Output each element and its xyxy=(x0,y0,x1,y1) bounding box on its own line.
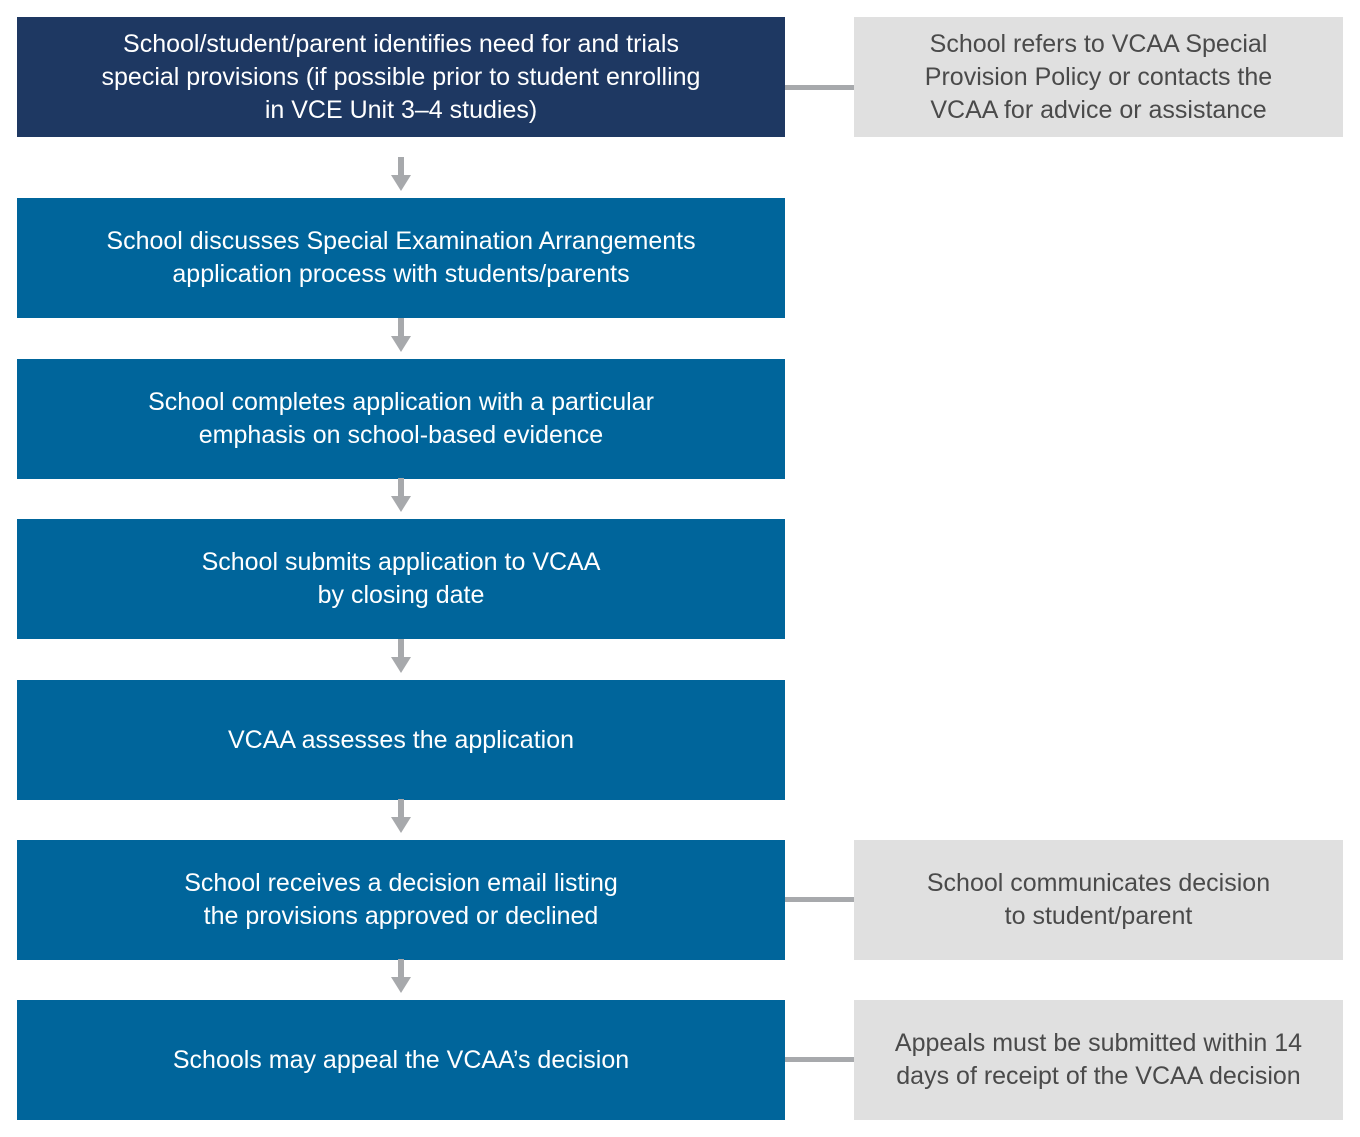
step-complete-application: School completes application with a particular emphasis on school-based evidence xyxy=(17,359,785,479)
note-appeal-deadline: Appeals must be submitted within 14 days of receipt of the VCAA decision xyxy=(854,1000,1343,1120)
step-appeal: Schools may appeal the VCAA’s decision xyxy=(17,1000,785,1120)
connector-line xyxy=(785,897,854,902)
step-vcaa-assesses: VCAA assesses the application xyxy=(17,680,785,800)
connector-line xyxy=(785,1057,854,1062)
step-decision-email: School receives a decision email listing the provisions approved or declined xyxy=(17,840,785,960)
step-identify-need: School/student/parent identifies need for and trials special provisions (if possible prior to student enrolling in VCE Unit 3–4 studies) xyxy=(17,17,785,137)
step-submit-application: School submits application to VCAA by closing date xyxy=(17,519,785,639)
connector-line xyxy=(785,85,854,90)
note-communicate-decision: School communicates decision to student/parent xyxy=(854,840,1343,960)
note-refer-policy: School refers to VCAA Special Provision Policy or contacts the VCAA for advice or assistance xyxy=(854,17,1343,137)
step-discuss-process: School discusses Special Examination Arrangements application process with students/parents xyxy=(17,198,785,318)
